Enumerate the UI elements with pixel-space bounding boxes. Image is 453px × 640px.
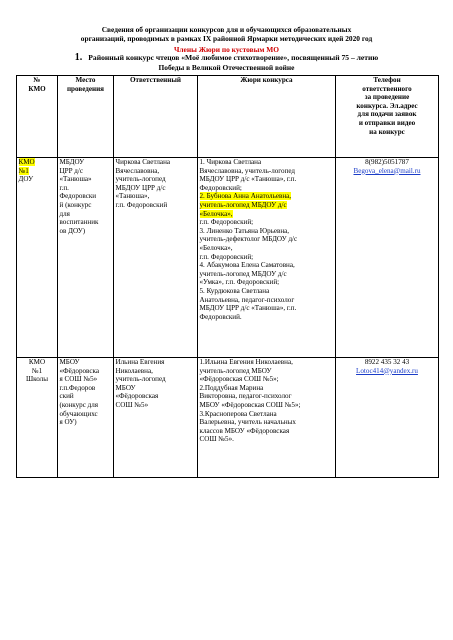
contest-title-line-2: Победы в Великой Отечественной войне [158, 63, 295, 72]
place-cell: МБДОУ ЦРР д/с «Танюша» г.п. Федоровски й (конкурс для воспитанник ов ДОУ) [58, 158, 114, 358]
header-jury: Жюри конкурса [198, 76, 336, 158]
contest-number: 1. [74, 52, 83, 63]
contest-title-text: Районный конкурс чтецов «Моё любимое стихотворение», посвященный 75 – летию [88, 53, 379, 62]
table-row [17, 358, 439, 478]
jury-highlighted: 2. Бубнова Анна Анатольевна, учитель-логопед МБДОУ д/с «Белочка», [199, 192, 292, 218]
email-link[interactable]: Lotoc414@yandex.ru [356, 366, 418, 375]
jury-title: Члены Жюри по кустовым МО [173, 45, 279, 54]
place-cell: МБОУ «Фёдоровска я СОШ №5» г.п.Федоров ский (конкурс для обучающихс я ОУ) [58, 358, 114, 478]
doc-title-line-1: Сведения об организации конкурсов для и обучающихся образовательных [101, 25, 352, 34]
phone: 8(982)5051787 [365, 158, 409, 166]
contact-cell [336, 158, 439, 358]
contest-table [16, 75, 439, 478]
table-row [17, 158, 439, 358]
jury-cell: 1.Ильина Евгения Николаевна, учитель-логопед МБОУ «Фёдоровская СОШ №5»; 2.Поддубная Марина Викторовна, педагог-психолог МБОУ «Фёдоровская СОШ №5»; 3.Красноперова Светлана Валерьевна, учитель начальных классов МБОУ «Фёдоровская СОШ №5». [198, 358, 336, 478]
jury-list-end: г.п. Федоровский; 3. Линенко Татьяна Юрьевна, учитель-дефектолог МБДОУ д/с «Белочка», г.п. Федоровский; 4. Абакумова Елена Саматовна, учитель-логопед МБДОУ д/с «Умка», г.п. Федоровский; 5. Курдюкова Светлана Анатольевна, педагог-психолог МБДОУ ЦРР д/с «Танюша», г.п. Федоровский. [199, 218, 298, 321]
header-place: Место проведения [58, 76, 114, 158]
kmo-type: ДОУ [18, 175, 34, 184]
doc-title-line-2: организаций, проводимых в рамках IX районной Ярмарки методических идей 2020 год [80, 34, 373, 43]
header-kmo: № КМО [17, 76, 58, 158]
phone: 8922 435 32 43 [364, 358, 410, 366]
kmo-highlighted: КМО №1 [18, 158, 35, 175]
jury-cell [198, 158, 336, 358]
header-contact: Телефон ответственного за проведение конкурса. Эл.адрес для подачи заявок и отправки видео на конкурс [336, 76, 439, 158]
kmo-cell [17, 158, 58, 358]
jury-list-start: 1. Чиркова Светлана Вячеславовна, учитель-логопед МБДОУ ЦРР д/с «Танюша», г.п. Федоровский; [199, 158, 297, 192]
responsible-cell: Ильина Евгения Николаевна, учитель-логопед МБОУ «Фёдоровская СОШ №5» [114, 358, 198, 478]
contact-cell [336, 358, 439, 478]
header-responsible: Ответственный [114, 76, 198, 158]
email-link[interactable]: Begova_elena@mail.ru [353, 166, 421, 175]
table-header-row [17, 76, 439, 158]
responsible-cell: Чиркова Светлана Вячеславовна, учитель-логопед МБДОУ ЦРР д/с «Танюша», г.п. Федоровский [114, 158, 198, 358]
kmo-cell: КМО №1 Школы [17, 358, 58, 478]
contest-title-line-1 [0, 53, 453, 62]
